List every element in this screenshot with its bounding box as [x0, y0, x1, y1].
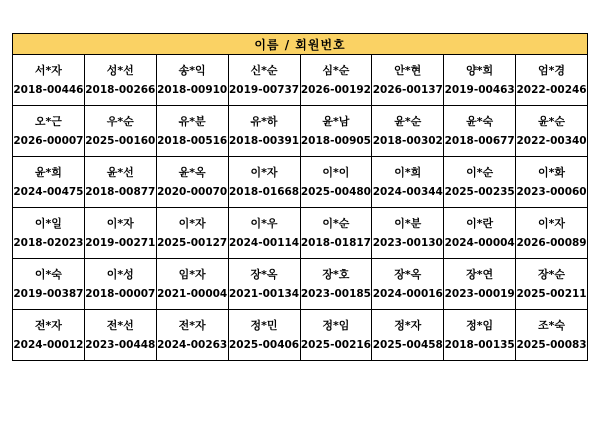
member-table [12, 33, 588, 361]
member-cell [444, 259, 516, 310]
member-number: 2019-00387 [13, 288, 84, 300]
member-number: 2025-00127 [157, 237, 228, 249]
member-name: 장*순 [538, 268, 566, 281]
member-cell [156, 106, 228, 157]
member-number: 2023-00448 [85, 339, 156, 351]
member-name: 양*희 [466, 64, 494, 77]
member-cell [444, 208, 516, 259]
table-row [13, 208, 588, 259]
member-cell [156, 310, 228, 361]
member-cell [300, 208, 372, 259]
member-name: 윤*남 [322, 115, 350, 128]
member-name: 유*하 [250, 115, 278, 128]
member-cell [84, 106, 156, 157]
member-cell [228, 259, 300, 310]
member-name: 오*근 [34, 115, 62, 128]
member-name: 심*순 [322, 64, 350, 77]
member-cell [300, 310, 372, 361]
table-row [13, 106, 588, 157]
member-cell [372, 208, 444, 259]
member-number: 2026-00089 [516, 237, 587, 249]
member-name: 윤*순 [394, 115, 422, 128]
member-number: 2025-00458 [372, 339, 443, 351]
member-number: 2024-00263 [157, 339, 228, 351]
member-cell [516, 310, 588, 361]
member-number: 2025-00235 [444, 186, 515, 198]
member-number: 2022-00340 [516, 135, 587, 147]
table-header: 이름 / 회원번호 [13, 34, 588, 55]
member-cell [516, 157, 588, 208]
member-cell [13, 259, 85, 310]
member-number: 2018-00677 [444, 135, 515, 147]
member-cell [13, 55, 85, 106]
member-name: 장*호 [322, 268, 350, 281]
member-name: 장*옥 [250, 268, 278, 281]
member-name: 이*성 [106, 268, 134, 281]
member-name: 엄*경 [538, 64, 566, 77]
member-name: 조*숙 [538, 319, 566, 332]
member-number: 2024-00475 [13, 186, 84, 198]
member-cell [13, 106, 85, 157]
member-name: 이*자 [538, 217, 566, 230]
member-number: 2018-00877 [85, 186, 156, 198]
member-name: 윤*선 [106, 166, 134, 179]
member-name: 이*이 [322, 166, 350, 179]
member-name: 이*란 [466, 217, 494, 230]
member-number: 2025-00211 [516, 288, 587, 300]
member-number: 2026-00007 [13, 135, 84, 147]
member-cell [372, 157, 444, 208]
table-row [13, 259, 588, 310]
member-number: 2023-00060 [516, 186, 587, 198]
member-number: 2026-00192 [300, 84, 371, 96]
member-cell [13, 310, 85, 361]
member-number: 2018-02023 [13, 237, 84, 249]
member-cell [372, 106, 444, 157]
member-number: 2024-00004 [444, 237, 515, 249]
member-name: 정*임 [322, 319, 350, 332]
member-cell [84, 208, 156, 259]
member-cell [516, 259, 588, 310]
member-name: 이*순 [322, 217, 350, 230]
member-number: 2025-00480 [300, 186, 371, 198]
member-number: 2019-00271 [85, 237, 156, 249]
member-cell [84, 157, 156, 208]
table-row [13, 310, 588, 361]
member-number: 2022-00246 [516, 84, 587, 96]
member-cell [444, 310, 516, 361]
member-name: 이*화 [538, 166, 566, 179]
member-cell [84, 310, 156, 361]
member-name: 정*자 [394, 319, 422, 332]
member-cell [156, 208, 228, 259]
member-number: 2019-00463 [444, 84, 515, 96]
member-cell [444, 106, 516, 157]
member-number: 2025-00160 [85, 135, 156, 147]
member-number: 2023-00185 [300, 288, 371, 300]
member-cell [516, 208, 588, 259]
member-number: 2023-00019 [444, 288, 515, 300]
member-number: 2020-00070 [157, 186, 228, 198]
member-number: 2018-00516 [157, 135, 228, 147]
member-name: 이*우 [250, 217, 278, 230]
member-name: 이*숙 [34, 268, 62, 281]
member-name: 이*자 [106, 217, 134, 230]
member-cell [228, 157, 300, 208]
member-number: 2019-00737 [229, 84, 300, 96]
member-number: 2024-00344 [372, 186, 443, 198]
member-name: 정*임 [466, 319, 494, 332]
member-name: 성*선 [106, 64, 134, 77]
member-name: 이*순 [466, 166, 494, 179]
member-number: 2018-00905 [300, 135, 371, 147]
member-name: 전*자 [34, 319, 62, 332]
member-number: 2018-00910 [157, 84, 228, 96]
member-name: 정*민 [250, 319, 278, 332]
member-number: 2018-00391 [229, 135, 300, 147]
member-cell [228, 55, 300, 106]
member-number: 2024-00012 [13, 339, 84, 351]
member-cell [156, 55, 228, 106]
member-cell [300, 259, 372, 310]
member-number: 2018-00135 [444, 339, 515, 351]
member-name: 전*자 [178, 319, 206, 332]
member-cell [84, 55, 156, 106]
member-number: 2025-00216 [300, 339, 371, 351]
member-name: 장*옥 [394, 268, 422, 281]
member-cell [228, 310, 300, 361]
member-number: 2018-01668 [229, 186, 300, 198]
member-name: 안*현 [394, 64, 422, 77]
member-cell [228, 106, 300, 157]
member-cell [228, 208, 300, 259]
member-number: 2021-00134 [229, 288, 300, 300]
member-name: 송*익 [178, 64, 206, 77]
member-cell [156, 157, 228, 208]
member-name: 이*자 [250, 166, 278, 179]
member-name: 장*연 [466, 268, 494, 281]
member-cell [84, 259, 156, 310]
member-name: 윤*순 [538, 115, 566, 128]
member-cell [13, 157, 85, 208]
member-number: 2025-00083 [516, 339, 587, 351]
member-number: 2018-01817 [300, 237, 371, 249]
member-cell [516, 106, 588, 157]
member-cell [156, 259, 228, 310]
table-row [13, 55, 588, 106]
member-cell [300, 55, 372, 106]
member-cell [444, 157, 516, 208]
table-body [13, 55, 588, 361]
member-name: 이*희 [394, 166, 422, 179]
header-row [13, 34, 588, 55]
member-name: 전*선 [106, 319, 134, 332]
member-number: 2018-00266 [85, 84, 156, 96]
member-cell [372, 259, 444, 310]
member-name: 이*분 [394, 217, 422, 230]
member-number: 2026-00137 [372, 84, 443, 96]
member-name: 서*자 [34, 64, 62, 77]
table-row [13, 157, 588, 208]
member-cell [300, 106, 372, 157]
member-number: 2025-00406 [229, 339, 300, 351]
member-name: 임*자 [178, 268, 206, 281]
member-number: 2018-00446 [13, 84, 84, 96]
member-cell [372, 55, 444, 106]
member-name: 윤*숙 [466, 115, 494, 128]
member-cell [444, 55, 516, 106]
member-name: 유*분 [178, 115, 206, 128]
member-name: 우*순 [106, 115, 134, 128]
member-name: 윤*옥 [178, 166, 206, 179]
member-cell [516, 55, 588, 106]
member-name: 윤*희 [34, 166, 62, 179]
member-name: 신*순 [250, 64, 278, 77]
member-number: 2024-00114 [229, 237, 300, 249]
member-cell [372, 310, 444, 361]
member-name: 이*자 [178, 217, 206, 230]
member-cell [13, 208, 85, 259]
member-number: 2023-00130 [372, 237, 443, 249]
member-number: 2018-00302 [372, 135, 443, 147]
member-name: 이*일 [34, 217, 62, 230]
member-number: 2024-00016 [372, 288, 443, 300]
member-number: 2018-00007 [85, 288, 156, 300]
member-number: 2021-00004 [157, 288, 228, 300]
member-cell [300, 157, 372, 208]
